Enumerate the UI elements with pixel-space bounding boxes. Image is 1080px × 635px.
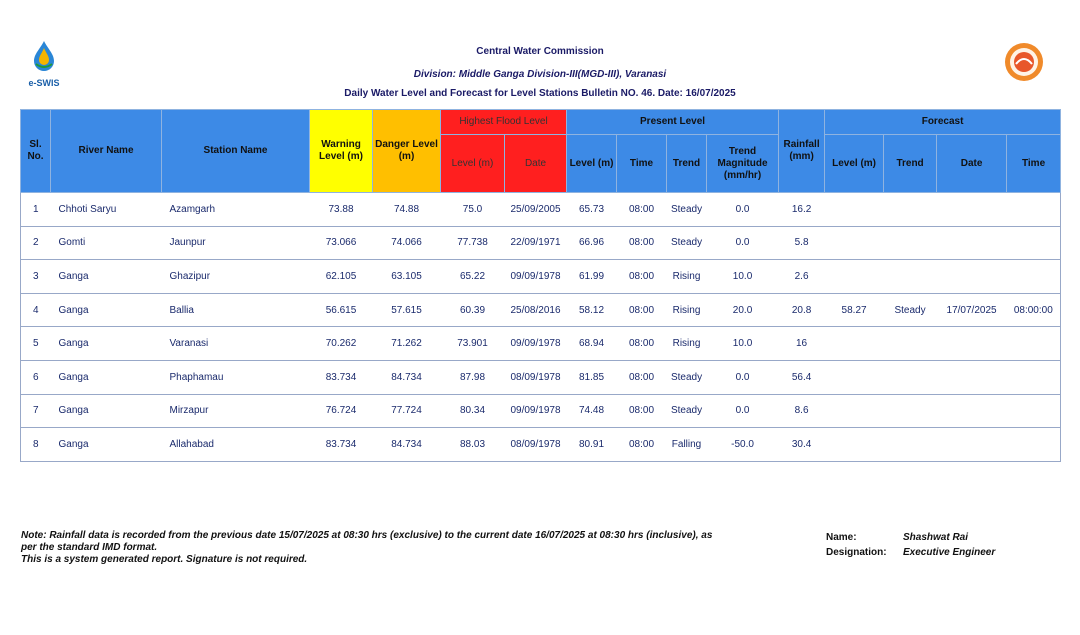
header-hfl-level: Level (m) — [441, 135, 505, 193]
cell-level: 66.96 — [567, 226, 617, 260]
cell-trend: Steady — [667, 226, 707, 260]
cell-river: Ganga — [51, 327, 162, 361]
rainfall-note: Note: Rainfall data is recorded from the previous date 15/07/2025 at 08:30 hrs (exclusive) to the current date 16/07/2025 at 08:30 hrs (inclusive), as per the standard IMD format. — [21, 530, 713, 553]
cell-sl: 2 — [21, 226, 51, 260]
header-trend-magnitude: Trend Magnitude (mm/hr) — [707, 135, 779, 193]
cell-forecast-level — [825, 260, 884, 294]
cell-magnitude: 0.0 — [707, 193, 779, 227]
name-label: Name: — [826, 532, 857, 543]
cell-danger: 57.615 — [373, 293, 441, 327]
cell-sl: 6 — [21, 360, 51, 394]
cell-station: Varanasi — [162, 327, 310, 361]
header-hfl-group: Highest Flood Level — [441, 110, 567, 135]
cell-warning: 73.88 — [310, 193, 373, 227]
cell-rainfall: 56.4 — [779, 360, 825, 394]
cell-hfl-date: 09/09/1978 — [505, 327, 567, 361]
cell-forecast-date — [937, 394, 1007, 428]
cell-trend: Rising — [667, 327, 707, 361]
cell-trend: Steady — [667, 360, 707, 394]
cell-forecast-level — [825, 394, 884, 428]
cell-level: 74.48 — [567, 394, 617, 428]
cell-forecast-level — [825, 226, 884, 260]
table-row — [21, 327, 1061, 361]
header-forecast-trend: Trend — [884, 135, 937, 193]
cell-magnitude: 0.0 — [707, 226, 779, 260]
table-row — [21, 193, 1061, 227]
header-present-level: Level (m) — [567, 135, 617, 193]
cell-station: Ballia — [162, 293, 310, 327]
bulletin-title: Daily Water Level and Forecast for Level Stations Bulletin NO. 46. Date: 16/07/2025 — [344, 88, 736, 99]
cell-warning: 56.615 — [310, 293, 373, 327]
cell-forecast-time — [1007, 327, 1061, 361]
cell-station: Phaphamau — [162, 360, 310, 394]
cell-time: 08:00 — [617, 260, 667, 294]
header-present-group: Present Level — [567, 110, 779, 135]
header-forecast-group: Forecast — [825, 110, 1061, 135]
cell-level: 81.85 — [567, 360, 617, 394]
header-present-trend: Trend — [667, 135, 707, 193]
cell-hfl: 77.738 — [441, 226, 505, 260]
cell-forecast-date — [937, 193, 1007, 227]
header-forecast-level: Level (m) — [825, 135, 884, 193]
cell-forecast-date — [937, 226, 1007, 260]
cell-forecast-trend — [884, 226, 937, 260]
header-danger-level: Danger Level (m) — [373, 110, 441, 193]
cell-forecast-level — [825, 193, 884, 227]
cell-forecast-trend — [884, 260, 937, 294]
cell-rainfall: 5.8 — [779, 226, 825, 260]
cell-forecast-time — [1007, 226, 1061, 260]
cell-forecast-date — [937, 260, 1007, 294]
cell-time: 08:00 — [617, 428, 667, 462]
cell-trend: Rising — [667, 260, 707, 294]
cell-danger: 84.734 — [373, 428, 441, 462]
cell-hfl: 65.22 — [441, 260, 505, 294]
cell-magnitude: 10.0 — [707, 327, 779, 361]
cell-hfl: 60.39 — [441, 293, 505, 327]
cell-forecast-date — [937, 360, 1007, 394]
cell-trend: Falling — [667, 428, 707, 462]
cell-trend: Steady — [667, 193, 707, 227]
cell-warning: 76.724 — [310, 394, 373, 428]
cell-time: 08:00 — [617, 226, 667, 260]
cell-hfl: 88.03 — [441, 428, 505, 462]
cell-forecast-level — [825, 428, 884, 462]
cell-station: Ghazipur — [162, 260, 310, 294]
header-river-name: River Name — [51, 110, 162, 193]
signatory-block — [826, 530, 995, 560]
cell-hfl-date: 25/09/2005 — [505, 193, 567, 227]
cell-hfl-date: 09/09/1978 — [505, 260, 567, 294]
table-row — [21, 428, 1061, 462]
cell-rainfall: 20.8 — [779, 293, 825, 327]
cell-trend: Rising — [667, 293, 707, 327]
cell-forecast-time — [1007, 428, 1061, 462]
cell-river: Ganga — [51, 293, 162, 327]
cell-warning: 83.734 — [310, 428, 373, 462]
organisation-title: Central Water Commission — [476, 46, 604, 57]
cell-river: Ganga — [51, 360, 162, 394]
name-value: Shashwat Rai — [903, 532, 969, 543]
cell-forecast-trend — [884, 428, 937, 462]
cell-forecast-time — [1007, 360, 1061, 394]
cell-forecast-trend — [884, 193, 937, 227]
cell-level: 58.12 — [567, 293, 617, 327]
cell-forecast-time — [1007, 260, 1061, 294]
table-row — [21, 394, 1061, 428]
cell-hfl: 80.34 — [441, 394, 505, 428]
cell-forecast-date — [937, 327, 1007, 361]
cell-danger: 74.88 — [373, 193, 441, 227]
designation-label: Designation: — [826, 547, 887, 558]
cell-rainfall: 16.2 — [779, 193, 825, 227]
cell-warning: 62.105 — [310, 260, 373, 294]
cell-warning: 83.734 — [310, 360, 373, 394]
cell-station: Mirzapur — [162, 394, 310, 428]
cell-warning: 70.262 — [310, 327, 373, 361]
cell-sl: 1 — [21, 193, 51, 227]
cell-magnitude: -50.0 — [707, 428, 779, 462]
cell-sl: 8 — [21, 428, 51, 462]
cell-sl: 3 — [21, 260, 51, 294]
cell-level: 68.94 — [567, 327, 617, 361]
header-warning-level: Warning Level (m) — [310, 110, 373, 193]
header-rainfall: Rainfall (mm) — [779, 110, 825, 193]
cell-forecast-trend — [884, 394, 937, 428]
cell-danger: 63.105 — [373, 260, 441, 294]
logo-label: e-SWIS — [28, 78, 60, 88]
cell-river: Ganga — [51, 428, 162, 462]
footer-note — [21, 530, 721, 566]
cell-river: Chhoti Saryu — [51, 193, 162, 227]
cell-station: Azamgarh — [162, 193, 310, 227]
cell-forecast-time — [1007, 193, 1061, 227]
cell-river: Ganga — [51, 394, 162, 428]
header-sl-no: Sl. No. — [21, 110, 51, 193]
cell-hfl-date: 25/08/2016 — [505, 293, 567, 327]
cell-forecast-trend — [884, 327, 937, 361]
cell-forecast-time — [1007, 394, 1061, 428]
cell-sl: 7 — [21, 394, 51, 428]
cell-level: 61.99 — [567, 260, 617, 294]
cell-forecast-trend: Steady — [884, 293, 937, 327]
cell-rainfall: 30.4 — [779, 428, 825, 462]
cell-warning: 73.066 — [310, 226, 373, 260]
table-row — [21, 260, 1061, 294]
header-present-time: Time — [617, 135, 667, 193]
cell-forecast-level — [825, 360, 884, 394]
water-level-table — [20, 109, 1061, 462]
cell-hfl: 73.901 — [441, 327, 505, 361]
cell-hfl-date: 08/09/1978 — [505, 428, 567, 462]
cell-time: 08:00 — [617, 360, 667, 394]
division-title: Division: Middle Ganga Division-III(MGD-III), Varanasi — [413, 69, 667, 80]
cell-forecast-date — [937, 428, 1007, 462]
cell-danger: 74.066 — [373, 226, 441, 260]
cell-forecast-trend — [884, 360, 937, 394]
cell-forecast-level — [825, 327, 884, 361]
cell-level: 80.91 — [567, 428, 617, 462]
cell-trend: Steady — [667, 394, 707, 428]
cell-sl: 5 — [21, 327, 51, 361]
cell-danger: 77.724 — [373, 394, 441, 428]
header-hfl-date: Date — [505, 135, 567, 193]
cell-magnitude: 10.0 — [707, 260, 779, 294]
header-forecast-time: Time — [1007, 135, 1061, 193]
cell-rainfall: 2.6 — [779, 260, 825, 294]
cell-forecast-date: 17/07/2025 — [937, 293, 1007, 327]
header-forecast-date: Date — [937, 135, 1007, 193]
cell-time: 08:00 — [617, 193, 667, 227]
cell-hfl-date: 09/09/1978 — [505, 394, 567, 428]
cell-hfl: 87.98 — [441, 360, 505, 394]
cell-magnitude: 20.0 — [707, 293, 779, 327]
table-row — [21, 360, 1061, 394]
cell-river: Gomti — [51, 226, 162, 260]
system-note: This is a system generated report. Signature is not required. — [21, 554, 308, 565]
cell-danger: 71.262 — [373, 327, 441, 361]
cell-sl: 4 — [21, 293, 51, 327]
table-row — [21, 226, 1061, 260]
cell-station: Allahabad — [162, 428, 310, 462]
cell-hfl: 75.0 — [441, 193, 505, 227]
cell-river: Ganga — [51, 260, 162, 294]
cell-level: 65.73 — [567, 193, 617, 227]
cell-forecast-level: 58.27 — [825, 293, 884, 327]
cell-forecast-time: 08:00:00 — [1007, 293, 1061, 327]
cell-rainfall: 8.6 — [779, 394, 825, 428]
cell-magnitude: 0.0 — [707, 394, 779, 428]
designation-value: Executive Engineer — [903, 547, 996, 558]
table-row — [21, 293, 1061, 327]
cell-danger: 84.734 — [373, 360, 441, 394]
header-station-name: Station Name — [162, 110, 310, 193]
cell-time: 08:00 — [617, 293, 667, 327]
cell-hfl-date: 08/09/1978 — [505, 360, 567, 394]
cell-rainfall: 16 — [779, 327, 825, 361]
cell-magnitude: 0.0 — [707, 360, 779, 394]
cell-time: 08:00 — [617, 327, 667, 361]
cell-time: 08:00 — [617, 394, 667, 428]
cell-station: Jaunpur — [162, 226, 310, 260]
cell-hfl-date: 22/09/1971 — [505, 226, 567, 260]
